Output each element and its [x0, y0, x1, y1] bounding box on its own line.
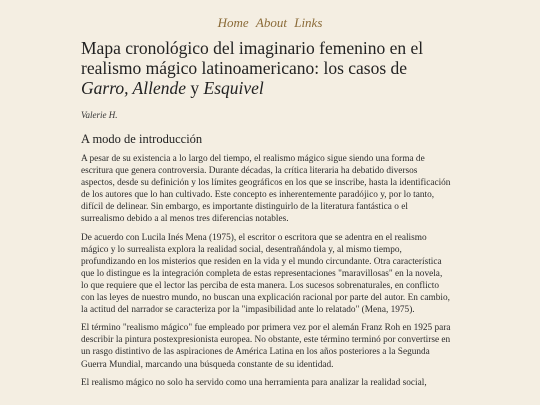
title-conjunction: y: [190, 78, 200, 98]
title-line-2: realismo mágico latinoamericano: los casos de: [81, 58, 408, 78]
title-author-esquivel: Esquivel: [203, 78, 264, 98]
section-heading: A modo de introducción: [81, 132, 203, 146]
article: [81, 38, 451, 389]
title-authors-garro-allende: Garro, Allende: [81, 78, 186, 98]
title-line-1: Mapa cronológico del imaginario femenino en el: [81, 38, 424, 58]
author-byline: Valerie H.: [81, 110, 118, 120]
paragraph-4: El realismo mágico no solo ha servido como una herramienta para analizar la realidad social,: [81, 377, 427, 388]
article-title: [81, 38, 451, 98]
nav-link-about[interactable]: About: [255, 15, 287, 30]
paragraph-1: A pesar de su existencia a lo largo del tiempo, el realismo mágico sigue siendo una forma de escritura que genera controversia. Durante décadas, la crítica literaria ha debatido diversos aspectos, desde su definición y los límites geográficos en los que se inscribe, hasta la identificación de los autores que lo han cultivado. Este concepto es inherentemente paradójico y, por lo tanto, difícil de delinear. Sin embargo, es importante distinguirlo de la literatura fantástica o el surrealismo debido a al menos tres diferencias notables.: [81, 154, 451, 225]
nav-link-home[interactable]: Home: [217, 15, 249, 30]
paragraph-2: De acuerdo con Lucila Inés Mena (1975), el escritor o escritora que se adentra en el realismo mágico y lo surrealista explora la realidad social, desentrañándola y, al mismo tiempo, profundizando en los misterios que residen en la vida y el mundo circundante. Otra característica que lo distingue es la integración completa de estas representaciones "maravillosas" en la novela, lo que requiere que el lector las perciba de esta manera. Los sucesos sobrenaturales, en conflicto con las leyes de nuestro mundo, no buscan una explicación racional por parte del autor. En cambio, la actitud del narrador se caracteriza por la "impasibilidad ante lo relatado" (Mena, 1975).: [81, 232, 450, 316]
nav-link-links[interactable]: Links: [294, 15, 323, 30]
paragraph-3: El término "realismo mágico" fue empleado por primera vez por el alemán Franz Roh en 1925 para describir la pintura postexpresionista europea. No obstante, este término terminó por convertirse en un rasgo distintivo de las aspiraciones de América Latina en los años posteriores a la Segunda Guerra Mundial, marcando una búsqueda constante de su identidad.: [81, 323, 451, 370]
top-nav: [0, 15, 540, 31]
